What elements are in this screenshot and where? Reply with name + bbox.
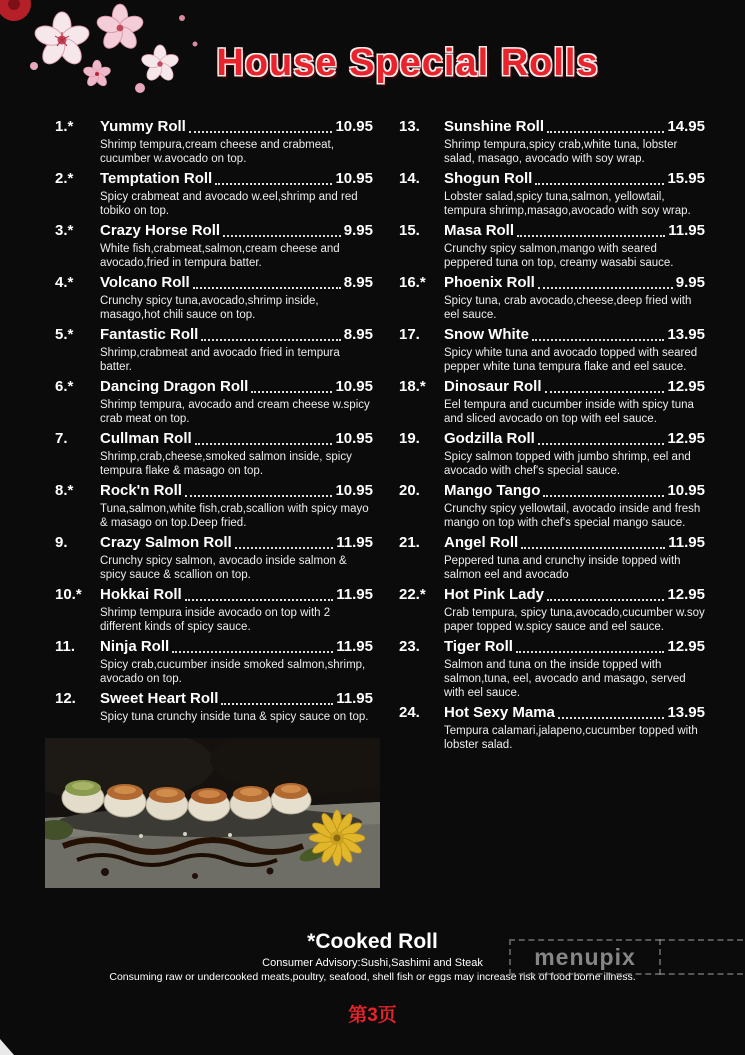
dotted-leader — [221, 703, 333, 705]
menu-item-head — [399, 482, 705, 500]
menu-item — [55, 638, 373, 686]
dotted-leader — [558, 717, 665, 719]
item-number: 19. — [399, 430, 420, 448]
item-name: Temptation Roll — [100, 170, 213, 188]
menu-item-head — [55, 586, 373, 604]
item-name: Masa Roll — [444, 222, 515, 240]
menu-item-head — [55, 170, 373, 188]
item-number: 14. — [399, 170, 420, 188]
item-description: Salmon and tuna on the inside topped with salmon,tuna, eel, avocado and masago, served with eel sauce. — [444, 659, 686, 700]
item-number: 24. — [399, 704, 420, 722]
item-description: Crunchy spicy salmon,mango with seared peppered tuna on top, creamy wasabi sauce. — [444, 243, 674, 270]
item-price: 9.95 — [343, 222, 373, 240]
dotted-leader — [538, 287, 673, 289]
item-name: Mango Tango — [444, 482, 541, 500]
item-name: Dinosaur Roll — [444, 378, 542, 396]
item-price: 10.95 — [335, 118, 373, 135]
menu-item-head — [399, 586, 705, 604]
item-name: Hot Sexy Mama — [444, 704, 555, 722]
dotted-leader — [516, 651, 665, 653]
item-price: 12.95 — [667, 378, 705, 396]
dotted-leader — [538, 443, 665, 445]
item-description: Crunchy spicy salmon, avocado inside salmon & spicy sauce & scallion on top. — [100, 555, 347, 582]
menu-item — [55, 482, 373, 530]
dotted-leader — [201, 339, 340, 341]
menu-item — [55, 430, 373, 478]
item-description: White fish,crabmeat,salmon,cream cheese and avocado,fried in tempura batter. — [100, 243, 340, 270]
scan-corner-artifact — [0, 1039, 14, 1055]
item-name: Godzilla Roll — [444, 430, 535, 448]
item-name: Rock'n Roll — [100, 482, 182, 500]
menu-item-head — [55, 534, 373, 552]
dotted-leader — [189, 131, 333, 133]
item-number: 22.* — [399, 586, 426, 604]
item-number: 5.* — [55, 326, 74, 344]
cooked-roll-note: *Cooked Roll — [307, 930, 438, 953]
item-description: Spicy tuna, crab avocado,cheese,deep fried with eel sauce. — [444, 295, 692, 322]
dotted-leader — [172, 651, 333, 653]
item-name: Dancing Dragon Roll — [100, 378, 249, 396]
menu-item — [399, 430, 705, 478]
item-description: Spicy crabmeat and avocado w.eel,shrimp and red tobiko on top. — [100, 191, 358, 218]
menu-item — [399, 704, 705, 752]
item-description: Shrimp,crab,cheese,smoked salmon inside, spicy tempura flake & masago on top. — [100, 451, 352, 478]
dotted-leader — [517, 235, 665, 237]
menu-item-head — [55, 482, 373, 500]
item-price: 10.95 — [335, 378, 373, 396]
item-number: 8.* — [55, 482, 74, 500]
dotted-leader — [543, 495, 664, 497]
consumer-advisory-text: Consuming raw or undercooked meats,poultry, seafood, shell fish or eggs may increase risk of food borne illness. — [109, 971, 636, 983]
dotted-leader — [251, 391, 332, 393]
item-name: Sunshine Roll — [444, 118, 545, 135]
menu-item — [55, 222, 373, 270]
item-number: 13. — [399, 118, 420, 135]
item-name: Ninja Roll — [100, 638, 170, 656]
item-description: Crunchy spicy tuna,avocado,shrimp inside, masago,hot chili sauce on top. — [100, 295, 319, 322]
menu-item — [399, 534, 705, 582]
dotted-leader — [235, 547, 334, 549]
menu-item — [399, 586, 705, 634]
item-number: 20. — [399, 482, 420, 500]
item-name: Cullman Roll — [100, 430, 192, 448]
menupix-watermark: menupix — [509, 939, 661, 975]
item-name: Sweet Heart Roll — [100, 690, 219, 708]
dotted-leader — [195, 443, 333, 445]
item-number: 11. — [55, 638, 76, 656]
menu-item-head — [55, 690, 373, 708]
menu-column-left — [55, 118, 373, 888]
menu-item — [399, 482, 705, 530]
item-name: Hot Pink Lady — [444, 586, 545, 604]
item-number: 7. — [55, 430, 68, 448]
dotted-leader — [185, 495, 333, 497]
item-name: Volcano Roll — [100, 274, 190, 292]
item-description: Tuna,salmon,white fish,crab,scallion with spicy mayo & masago on top.Deep fried. — [100, 503, 369, 530]
menu-column-right — [399, 118, 705, 888]
item-description: Crab tempura, spicy tuna,avocado,cucumber w.soy paper topped w.spicy sauce and eel sauce. — [444, 607, 705, 634]
item-price: 11.95 — [336, 586, 373, 604]
menu-list-left — [55, 118, 373, 724]
menu-item-head — [399, 274, 705, 292]
item-description: Spicy salmon topped with jumbo shrimp, eel and avocado with chef's special sauce. — [444, 451, 691, 478]
menu-item — [55, 378, 373, 426]
item-price: 10.95 — [335, 430, 373, 448]
item-description: Spicy white tuna and avocado topped with seared pepper white tuna tempura flake and eel sauce. — [444, 347, 698, 374]
item-description: Shrimp tempura, avocado and cream cheese w.spicy crab meat on top. — [100, 399, 370, 426]
item-price: 12.95 — [667, 638, 705, 656]
menu-item-head — [55, 430, 373, 448]
item-description: Lobster salad,spicy tuna,salmon, yellowtail, tempura shrimp,masago,avocado with soy wrap. — [444, 191, 691, 218]
page-title: House Special Rolls — [216, 42, 599, 84]
dotted-leader — [215, 183, 332, 185]
item-description: Shrimp,crabmeat and avocado fried in tempura batter. — [100, 347, 340, 374]
item-name: Phoenix Roll — [444, 274, 535, 292]
item-name: Tiger Roll — [444, 638, 513, 656]
menu-item — [399, 378, 705, 426]
item-price: 8.95 — [343, 274, 373, 292]
dotted-leader — [547, 599, 664, 601]
menu-item — [55, 170, 373, 218]
menu-item — [399, 326, 705, 374]
dotted-leader — [223, 235, 341, 237]
sushi-roll-photo — [45, 738, 380, 888]
menu-item — [55, 274, 373, 322]
item-description: Spicy crab,cucumber inside smoked salmon,shrimp, avocado on top. — [100, 659, 366, 686]
item-name: Crazy Salmon Roll — [100, 534, 232, 552]
menu-item — [55, 534, 373, 582]
item-number: 17. — [399, 326, 420, 344]
item-price: 11.95 — [336, 690, 373, 708]
menu-item — [55, 118, 373, 166]
menu-item-head — [399, 118, 705, 136]
item-price: 13.95 — [667, 326, 705, 344]
item-price: 10.95 — [335, 170, 373, 188]
item-price: 12.95 — [667, 430, 705, 448]
item-description: Eel tempura and cucumber inside with spicy tuna and sliced avocado on top with eel sauce. — [444, 399, 694, 426]
item-price: 10.95 — [667, 482, 705, 500]
item-number: 15. — [399, 222, 420, 240]
item-description: Shrimp tempura,spicy crab,white tuna, lobster salad, masago, avocado with soy wrap. — [444, 139, 678, 166]
item-name: Shogun Roll — [444, 170, 533, 188]
item-price: 9.95 — [675, 274, 705, 292]
item-number: 10.* — [55, 586, 82, 604]
menu-item-head — [399, 704, 705, 722]
menu-item-head — [399, 170, 705, 188]
item-name: Yummy Roll — [100, 118, 186, 135]
dotted-leader — [535, 183, 664, 185]
item-price: 10.95 — [335, 482, 373, 500]
menu-item-head — [55, 378, 373, 396]
menu-item — [55, 326, 373, 374]
menu-item-head — [399, 222, 705, 240]
menu-item-head — [399, 534, 705, 552]
item-number: 1.* — [55, 118, 74, 135]
item-number: 6.* — [55, 378, 74, 396]
item-description: Spicy tuna crunchy inside tuna & spicy sauce on top. — [100, 711, 369, 724]
menu-item — [399, 170, 705, 218]
menu-columns — [55, 118, 705, 888]
dotted-leader — [545, 391, 665, 393]
item-price: 8.95 — [343, 326, 373, 344]
menu-item — [399, 274, 705, 322]
menu-item-head — [55, 222, 373, 240]
menu-list-right — [399, 118, 705, 752]
item-price: 11.95 — [668, 222, 705, 240]
item-price: 12.95 — [667, 586, 705, 604]
item-name: Fantastic Roll — [100, 326, 199, 344]
dotted-leader — [185, 599, 334, 601]
item-name: Angel Roll — [444, 534, 519, 552]
menu-item-head — [399, 430, 705, 448]
item-number: 18.* — [399, 378, 426, 396]
item-description: Crunchy spicy yellowtail, avocado inside and fresh mango on top with chef's special mango sauce. — [444, 503, 701, 530]
item-price: 14.95 — [667, 118, 705, 135]
item-description: Shrimp tempura inside avocado on top with 2 different kinds of spicy sauce. — [100, 607, 331, 634]
item-price: 11.95 — [668, 534, 705, 552]
item-name: Hokkai Roll — [100, 586, 182, 604]
dotted-leader — [193, 287, 341, 289]
menu-item-head — [399, 638, 705, 656]
menu-item-head — [399, 326, 705, 344]
menu-item-head — [55, 118, 373, 136]
menu-item — [399, 638, 705, 700]
item-number: 9. — [55, 534, 68, 552]
menu-item — [55, 690, 373, 724]
item-number: 23. — [399, 638, 420, 656]
item-name: Crazy Horse Roll — [100, 222, 221, 240]
item-price: 15.95 — [667, 170, 705, 188]
menu-item — [399, 222, 705, 270]
menu-item-head — [55, 638, 373, 656]
item-price: 11.95 — [336, 638, 373, 656]
item-description: Tempura calamari,jalapeno,cucumber topped with lobster salad. — [444, 725, 698, 752]
dotted-leader — [532, 339, 664, 341]
item-description: Shrimp tempura,cream cheese and crabmeat, cucumber w.avocado on top. — [100, 139, 334, 166]
item-price: 13.95 — [667, 704, 705, 722]
dotted-leader — [521, 547, 665, 549]
item-number: 12. — [55, 690, 76, 708]
item-price: 11.95 — [336, 534, 373, 552]
menu-item-head — [55, 274, 373, 292]
consumer-advisory-heading: Consumer Advisory:Sushi,Sashimi and Steak — [262, 957, 483, 969]
item-name: Snow White — [444, 326, 529, 344]
menu-item-head — [55, 326, 373, 344]
menu-item — [399, 118, 705, 166]
menu-item-head — [399, 378, 705, 396]
menu-item — [55, 586, 373, 634]
item-number: 3.* — [55, 222, 74, 240]
page-number: 第3页 — [348, 1005, 397, 1026]
item-number: 16.* — [399, 274, 426, 292]
item-number: 21. — [399, 534, 420, 552]
item-description: Peppered tuna and crunchy inside topped with salmon eel and avocado — [444, 555, 681, 582]
item-number: 4.* — [55, 274, 74, 292]
dotted-leader — [547, 131, 664, 133]
item-number: 2.* — [55, 170, 74, 188]
